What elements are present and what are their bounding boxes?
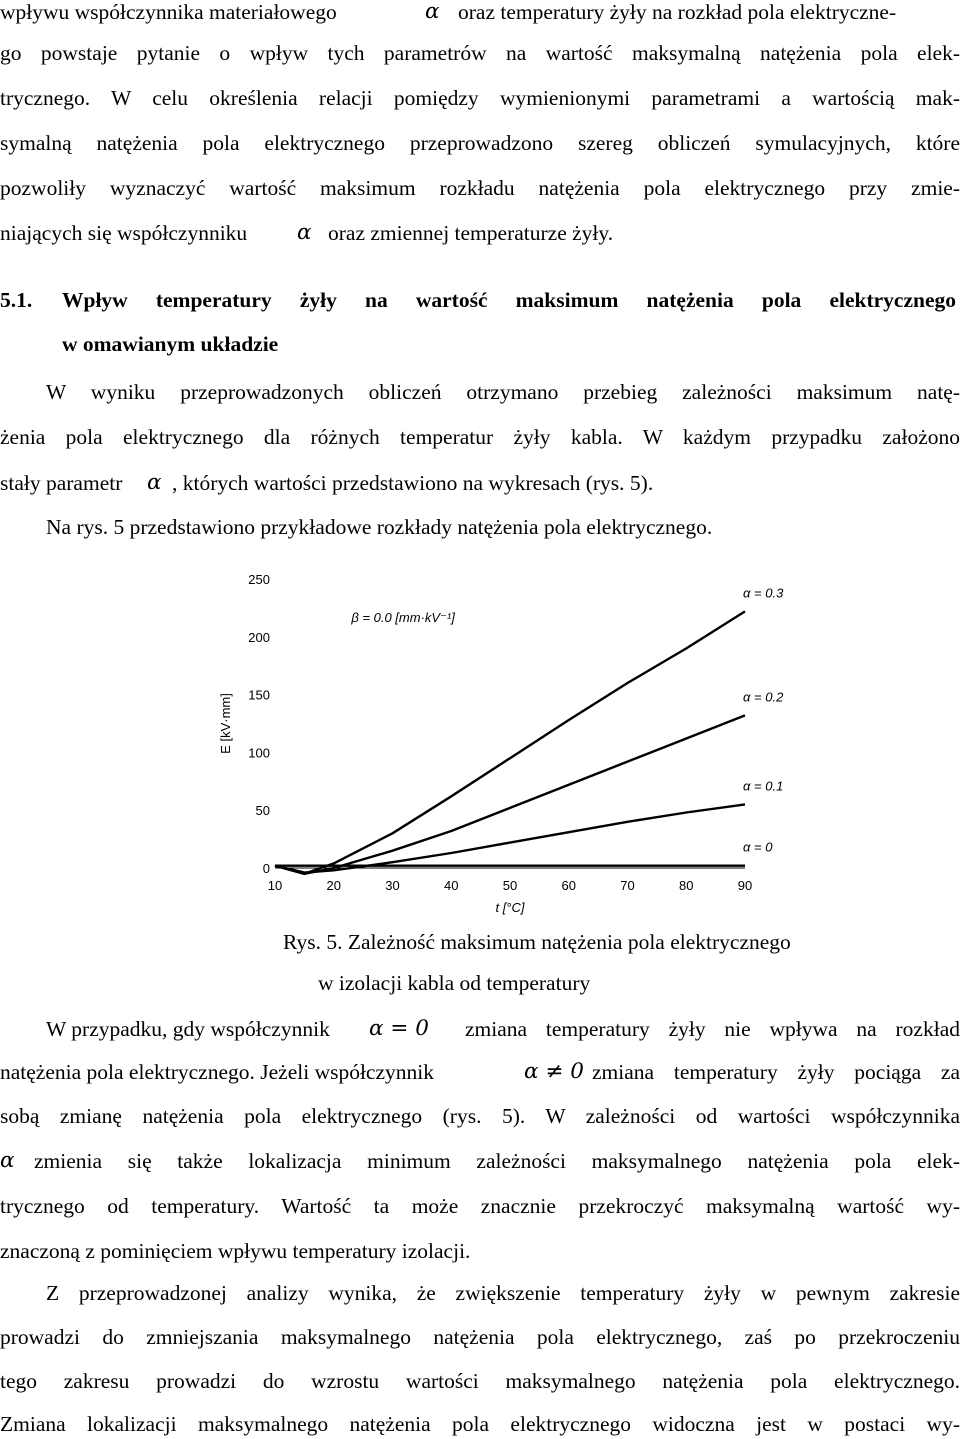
alpha-symbol: α	[0, 1148, 15, 1173]
p4-line-3: tego zakresu prowadzi do wzrostu wartości maksymalnego natężenia pola elektrycznego.	[0, 1369, 960, 1393]
p3-line-6: znaczoną z pominięciem wpływu temperatury izolacji.	[0, 1239, 471, 1263]
alpha-eq-zero: α = 0	[369, 1016, 429, 1041]
series-label: α = 0.2	[743, 689, 784, 705]
p4-line-1: Z przeprowadzonej analizy wynika, że zwiększenie temperatury żyły w pewnym zakresie	[46, 1281, 960, 1305]
y-tick-label: 250	[248, 572, 270, 587]
alpha-symbol: α	[297, 220, 312, 245]
x-axis-label: t [°C]	[495, 900, 525, 915]
p3-line-3: sobą zmianę natężenia pola elektrycznego (rys. 5). W zależności od wartości współczynnika	[0, 1104, 960, 1128]
x-tick-label: 40	[444, 878, 459, 893]
figure-caption-line-1: Rys. 5. Zależność maksimum natężenia pola elektrycznego	[283, 930, 791, 954]
p4-line-2: prowadzi do zmniejszania maksymalnego natężenia pola elektrycznego, zaś po przekroczeniu	[0, 1325, 960, 1349]
x-tick-label: 60	[561, 878, 576, 893]
x-tick-label: 30	[385, 878, 400, 893]
p1-line-3: trycznego. W celu określenia relacji pomiędzy wymienionymi parametrami a wartością mak-	[0, 86, 960, 110]
series-label: α = 0.3	[743, 585, 784, 601]
p3-line-5: trycznego od temperatury. Wartość ta może znacznie przekroczyć maksymalną wartość wy-	[0, 1194, 960, 1218]
y-tick-label: 0	[262, 861, 270, 876]
y-tick-label: 200	[248, 629, 270, 645]
p1-line-2: go powstaje pytanie o wpływ tych parametrów na wartość maksymalną natężenia pola elek-	[0, 41, 960, 65]
section-title: Wpływ temperatury żyły na wartość maksimum natężenia pola elektrycznego	[62, 288, 956, 312]
y-tick-label: 150	[248, 687, 270, 703]
x-tick-label: 90	[737, 878, 753, 893]
section-title-line-2: w omawianym układzie	[62, 332, 279, 356]
y-tick-label: 100	[248, 745, 270, 761]
alpha-neq-zero: α ≠ 0	[524, 1059, 584, 1084]
p1-line-4: symalną natężenia pola elektrycznego przeprowadzono szereg obliczeń symulacyjnych, które	[0, 131, 960, 155]
alpha-symbol: α	[147, 470, 162, 495]
x-tick-label: 20	[326, 878, 341, 893]
p2-line-1: W wyniku przeprowadzonych obliczeń otrzymano przebieg zależności maksimum natę-	[46, 380, 960, 404]
x-tick-label: 70	[620, 878, 635, 893]
series-line	[275, 804, 745, 872]
p1-line-5: pozwoliły wyznaczyć wartość maksimum rozkładu natężenia pola elektrycznego przy zmie-	[0, 176, 960, 200]
y-tick-label: 50	[255, 803, 270, 819]
x-tick-label: 50	[502, 878, 518, 893]
beta-annotation: β = 0.0 [mm·kV⁻¹]	[351, 609, 455, 625]
y-axis-label: E [kV·mm]	[218, 693, 233, 754]
x-tick-label: 80	[679, 878, 694, 893]
series-line	[275, 715, 745, 873]
p2-line-2: żenia pola elektrycznego dla różnych temperatur żyły kabla. W każdym przypadku założono	[0, 425, 960, 449]
series-label: α = 0	[743, 839, 773, 855]
figure-5-chart	[205, 560, 825, 920]
series-label: α = 0.1	[743, 778, 784, 794]
document-page: wpływu współczynnika materiałowego α oraz temperatury żyły na rozkład pola elektryczne- go powstaje pytanie o wpływ tych parametrów na wartość maksymalną natężenia pola elek- trycznego. W celu określenia relacji pomiędzy wymienionymi parametrami a wartością mak- symalną natężenia pola elektrycznego przeprowadzono szereg obliczeń symulacyjnych, które pozwoliły wyznaczyć wartość maksimum rozkładu natężenia pola elektrycznego przy zmie- niających się współczynniku α oraz zmiennej temperaturze żyły. 5.1. Wpływ temperatury żyły na wartość maksimum natężenia pola elektrycznego w omawianym układzie W wyniku przeprowadzonych obliczeń otrzymano przebieg zależności maksimum natę- żenia pola elektrycznego dla różnych temperatur żyły kabla. W każdym przypadku założono stały parametr α , których wartości przedstawiono na wykresach (rys. 5). Na rys. 5 przedstawiono przykładowe rozkłady natężenia pola elektrycznego. 0 50 100 150 200 250 10 20 30 40 50 60 70 80 90 t [°C] E [kV·mm] β = 0.0 [mm·kV⁻¹] α = 0 α = 0.1 α = 0.2 α = 0.3 Rys. 5. Zależność maksimum natężenia pola elektrycznego w izolacji kabla od temperatury W przypadku, gdy współczynnik α = 0 zmiana temperatury żyły nie wpływa na rozkład natężenia pola elektrycznego. Jeżeli współczynnik α ≠ 0 zmiana temperatury żyły pociąga za sobą zmianę natężenia pola elektrycznego (rys. 5). W zależności od wartości współczynnika α zmienia się także lokalizacja minimum zależności maksymalnego natężenia pola elek- trycznego od temperatury. Wartość ta może znacznie przekroczyć maksymalną wartość wy- znaczoną z pominięciem wpływu temperatury izolacji. Z przeprowadzonej analizy wynika, że zwiększenie temperatury żyły w pewnym zakresie prowadzi do zmniejszania maksymalnego natężenia pola elektrycznego, zaś po przekroczeniu tego zakresu prowadzi do wzrostu wartości maksymalnego natężenia pola elektrycznego. Zmiana lokalizacji maksymalnego natężenia pola elektrycznego widoczna jest w postaci wy-	[0, 0, 960, 1438]
x-tick-label: 10	[267, 878, 283, 893]
alpha-symbol: α	[425, 0, 440, 24]
p4-line-4: Zmiana lokalizacji maksymalnego natężenia pola elektrycznego widoczna jest w postaci wy-	[0, 1412, 960, 1436]
section-number: 5.1.	[0, 288, 33, 312]
p2-line-4: Na rys. 5 przedstawiono przykładowe rozkłady natężenia pola elektrycznego.	[46, 515, 713, 539]
figure-caption-line-2: w izolacji kabla od temperatury	[318, 971, 591, 995]
